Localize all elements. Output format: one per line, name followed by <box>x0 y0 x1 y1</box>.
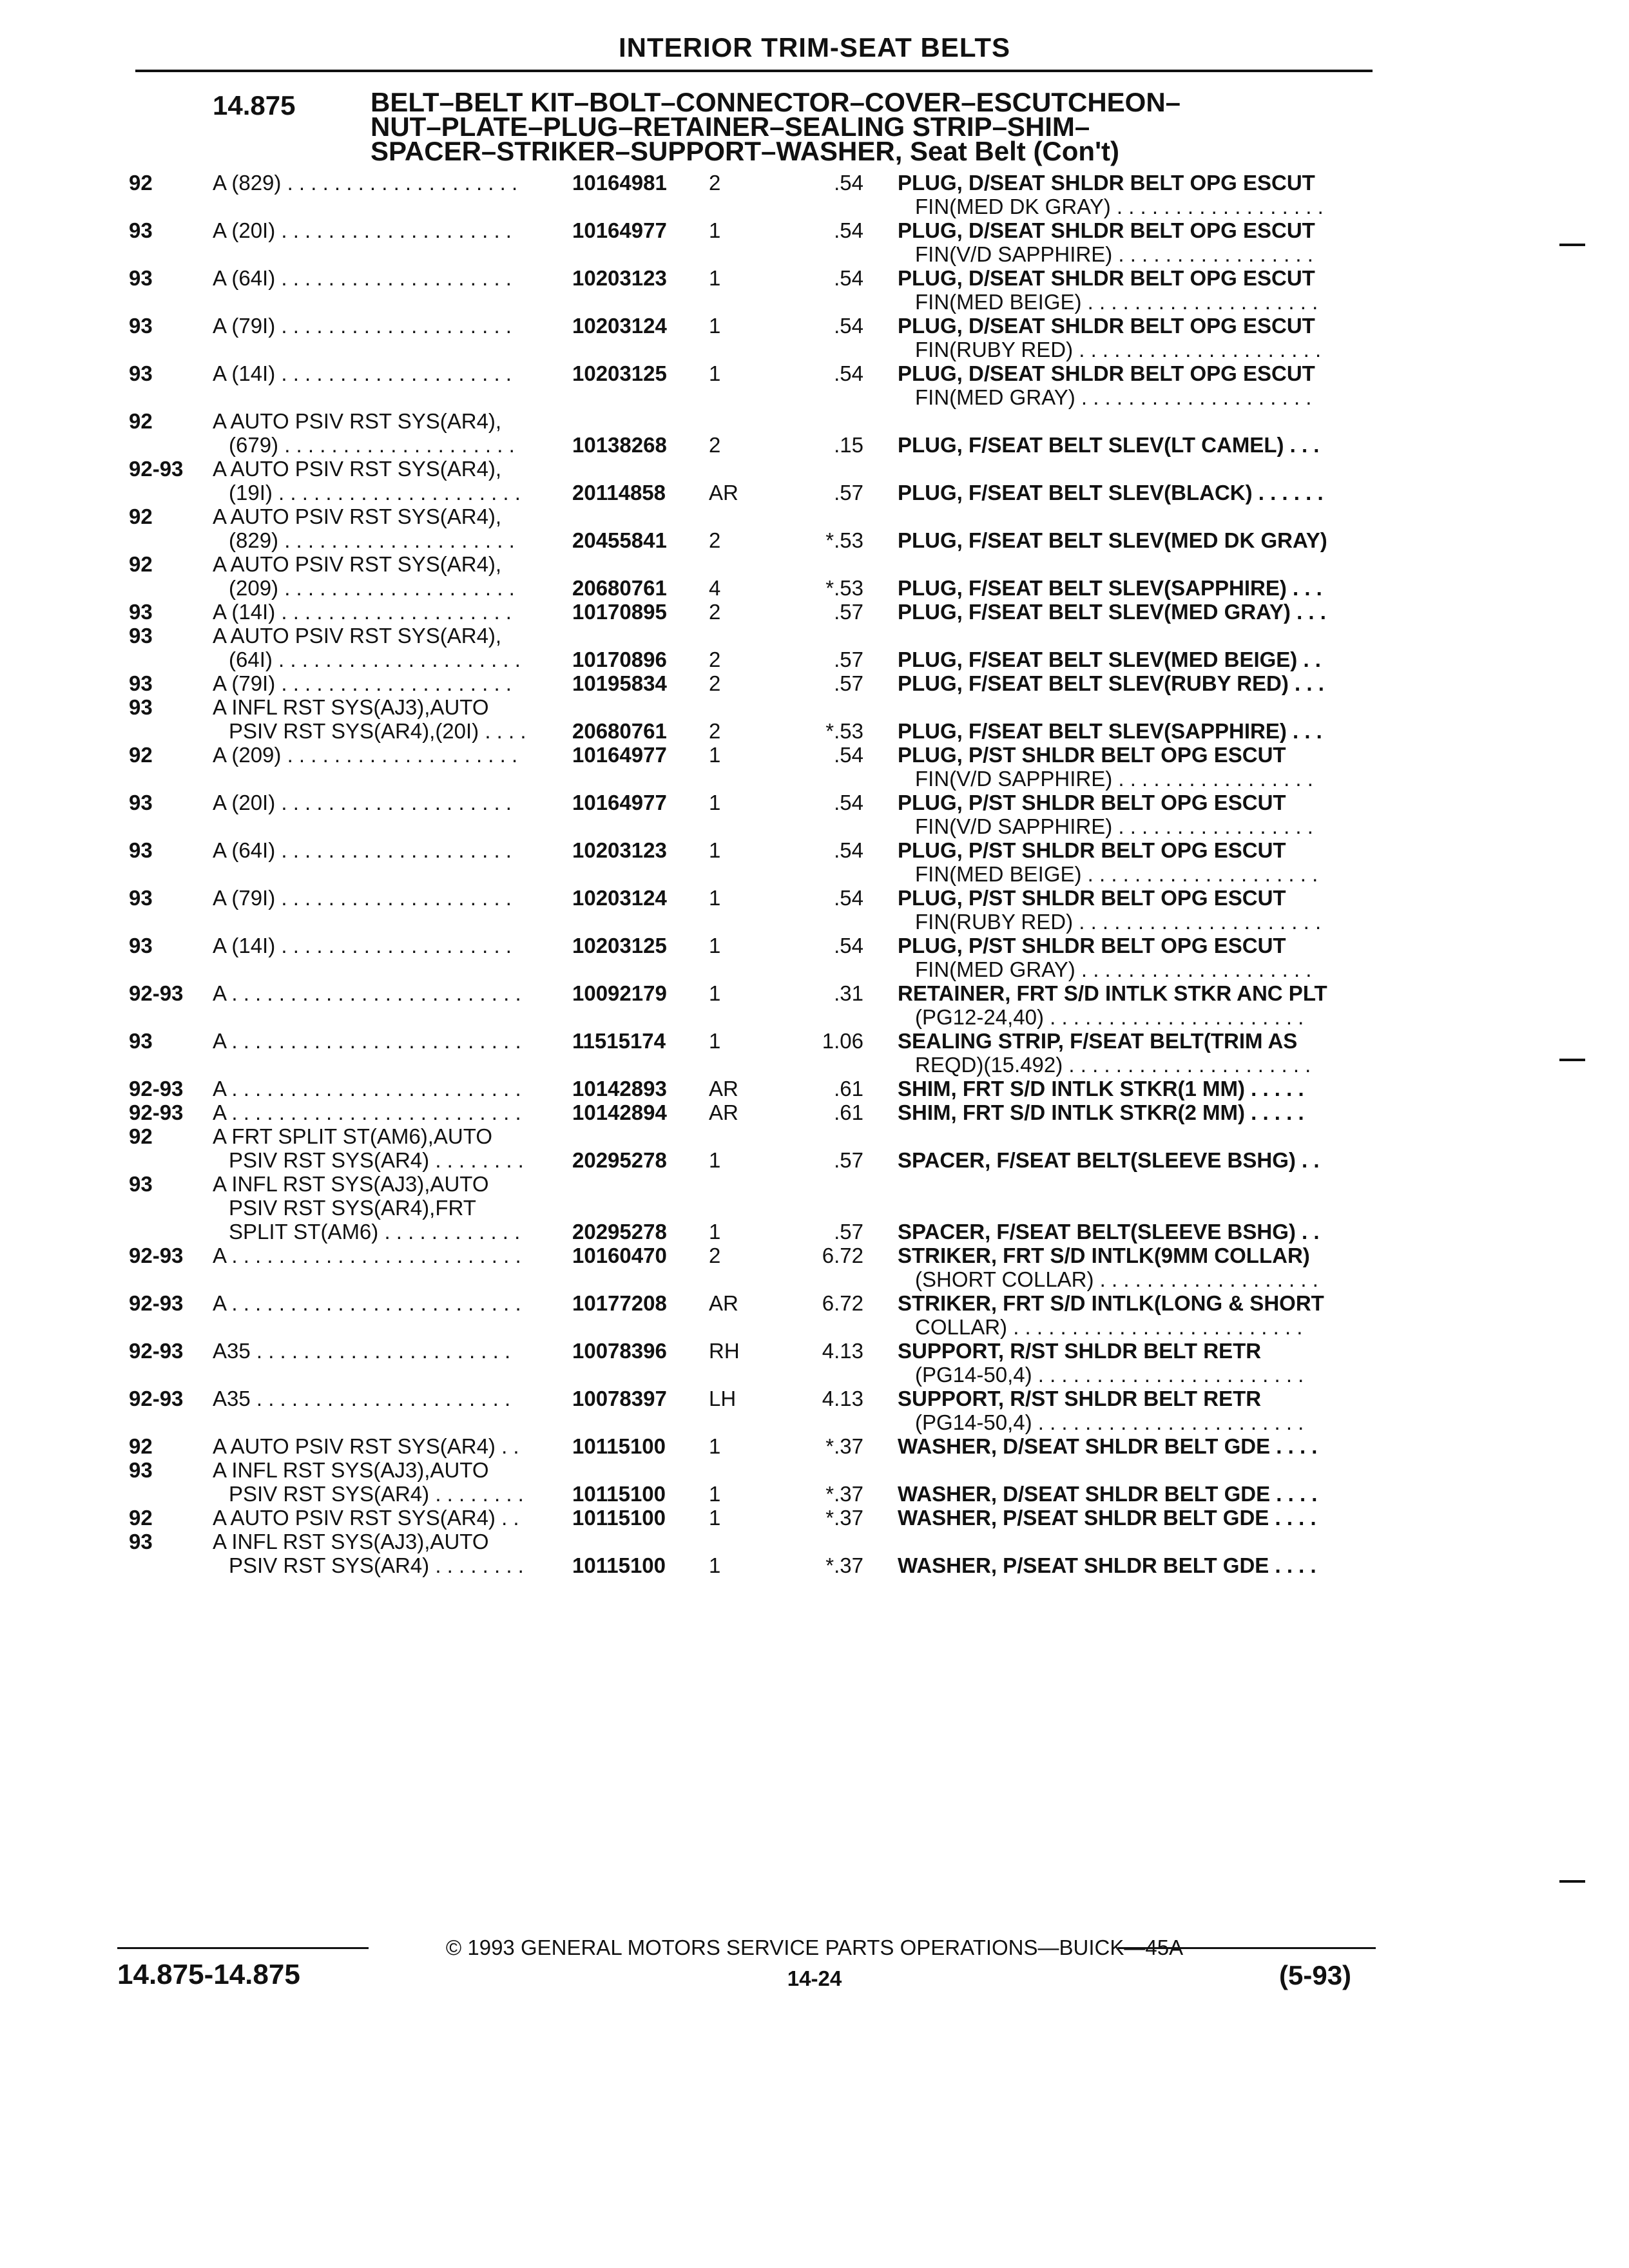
model-year: 93 <box>129 600 153 624</box>
parts-row <box>0 791 1629 838</box>
model-year: 92 <box>129 171 153 195</box>
parts-row <box>0 361 1629 409</box>
price: .54 <box>834 838 863 862</box>
parts-row <box>0 1172 1629 1244</box>
applicability-text: PSIV RST SYS(AR4) . . . . . . . . <box>229 1482 524 1506</box>
price: *.53 <box>825 576 863 600</box>
applicability-text: A . . . . . . . . . . . . . . . . . . . . . . . . . <box>213 1100 521 1124</box>
quantity: 1 <box>709 934 721 957</box>
applicability-text: A AUTO PSIV RST SYS(AR4), <box>213 505 502 528</box>
footer-copyright: © 1993 GENERAL MOTORS SERVICE PARTS OPERATIONS—BUICK—45A <box>445 1936 1184 1959</box>
price: .54 <box>834 314 863 338</box>
price: *.37 <box>825 1434 863 1458</box>
part-number: 10078397 <box>572 1387 667 1410</box>
part-description: FIN(V/D SAPPHIRE) . . . . . . . . . . . . . . . . . <box>915 767 1313 791</box>
footer-date: (5-93) <box>1279 1960 1352 1990</box>
parts-row <box>0 695 1629 743</box>
part-description: FIN(V/D SAPPHIRE) . . . . . . . . . . . . . . . . . <box>915 242 1313 266</box>
applicability-text: (679) . . . . . . . . . . . . . . . . . . . . <box>229 433 515 457</box>
applicability-text: A INFL RST SYS(AJ3),AUTO <box>213 1530 489 1553</box>
part-description: FIN(RUBY RED) . . . . . . . . . . . . . . . . . . . . . <box>915 910 1322 934</box>
parts-row <box>0 1530 1629 1577</box>
quantity: 2 <box>709 1244 721 1267</box>
quantity: 2 <box>709 671 721 695</box>
model-year: 93 <box>129 791 153 814</box>
quantity: 1 <box>709 266 721 290</box>
applicability-text: A INFL RST SYS(AJ3),AUTO <box>213 1458 489 1482</box>
model-year: 93 <box>129 266 153 290</box>
quantity: 1 <box>709 743 721 767</box>
parts-row <box>0 266 1629 314</box>
margin-mark <box>1559 244 1585 246</box>
price: 6.72 <box>822 1244 863 1267</box>
part-description: PLUG, F/SEAT BELT SLEV(RUBY RED) . . . <box>898 671 1324 695</box>
part-description: PLUG, P/ST SHLDR BELT OPG ESCUT <box>898 791 1286 814</box>
part-number: 10203123 <box>572 838 667 862</box>
part-number: 10203125 <box>572 934 667 957</box>
quantity: 2 <box>709 433 721 457</box>
applicability-text: A . . . . . . . . . . . . . . . . . . . . . . . . . <box>213 1244 521 1267</box>
part-description: (PG12-24,40) . . . . . . . . . . . . . . . . . . . . . . <box>915 1005 1304 1029</box>
model-year: 93 <box>129 695 153 719</box>
model-year: 93 <box>129 886 153 910</box>
applicability-text: A AUTO PSIV RST SYS(AR4), <box>213 409 502 433</box>
quantity: 1 <box>709 1220 721 1244</box>
part-description: SUPPORT, R/ST SHLDR BELT RETR <box>898 1387 1262 1410</box>
applicability-text: PSIV RST SYS(AR4),FRT <box>229 1196 476 1220</box>
price: .54 <box>834 218 863 242</box>
part-description: FIN(MED DK GRAY) . . . . . . . . . . . . . . . . . . <box>915 195 1324 218</box>
quantity: 2 <box>709 171 721 195</box>
part-description: SEALING STRIP, F/SEAT BELT(TRIM AS <box>898 1029 1298 1053</box>
parts-row <box>0 314 1629 361</box>
model-year: 92-93 <box>129 1244 184 1267</box>
quantity: 2 <box>709 600 721 624</box>
model-year: 93 <box>129 934 153 957</box>
quantity: 1 <box>709 981 721 1005</box>
part-number: 10160470 <box>572 1244 667 1267</box>
part-description: (SHORT COLLAR) . . . . . . . . . . . . . . . . . . . <box>915 1267 1318 1291</box>
model-year: 93 <box>129 314 153 338</box>
parts-row <box>0 171 1629 218</box>
price: .57 <box>834 600 863 624</box>
applicability-text: (209) . . . . . . . . . . . . . . . . . . . . <box>229 576 515 600</box>
applicability-text: (64I) . . . . . . . . . . . . . . . . . . . . . <box>229 648 521 671</box>
price: .57 <box>834 481 863 505</box>
applicability-text: A (64I) . . . . . . . . . . . . . . . . . . . . <box>213 838 512 862</box>
quantity: 1 <box>709 218 721 242</box>
quantity: 2 <box>709 719 721 743</box>
quantity: 1 <box>709 886 721 910</box>
parts-row <box>0 1124 1629 1172</box>
quantity: 2 <box>709 528 721 552</box>
margin-mark <box>1559 1880 1585 1883</box>
price: 4.13 <box>822 1387 863 1410</box>
part-description: PLUG, F/SEAT BELT SLEV(SAPPHIRE) . . . <box>898 576 1322 600</box>
applicability-text: PSIV RST SYS(AR4) . . . . . . . . <box>229 1148 524 1172</box>
parts-row <box>0 1244 1629 1291</box>
model-year: 93 <box>129 624 153 648</box>
applicability-text: A (14I) . . . . . . . . . . . . . . . . . . . . <box>213 934 512 957</box>
part-number: 11515174 <box>572 1029 666 1053</box>
price: .54 <box>834 171 863 195</box>
quantity: AR <box>709 1077 738 1100</box>
part-description: FIN(MED GRAY) . . . . . . . . . . . . . . . . . . . . <box>915 385 1312 409</box>
quantity: AR <box>709 1100 738 1124</box>
part-description: SPACER, F/SEAT BELT(SLEEVE BSHG) . . <box>898 1148 1320 1172</box>
model-year: 92-93 <box>129 1339 184 1363</box>
section-title: BELT–BELT KIT–BOLT–CONNECTOR–COVER–ESCUTCHEON– NUT–PLATE–PLUG–RETAINER–SEALING STRIP–SHIM– SPACER–STRIKER–SUPPORT–WASHER, Seat Belt (Con't) <box>371 87 1181 166</box>
parts-row <box>0 1077 1629 1100</box>
part-description: PLUG, P/ST SHLDR BELT OPG ESCUT <box>898 743 1286 767</box>
applicability-text: A AUTO PSIV RST SYS(AR4) . . <box>213 1434 519 1458</box>
section-number: 14.875 <box>213 90 296 120</box>
applicability-text: A (14I) . . . . . . . . . . . . . . . . . . . . <box>213 361 512 385</box>
price: 4.13 <box>822 1339 863 1363</box>
model-year: 92 <box>129 552 153 576</box>
model-year: 93 <box>129 1172 153 1196</box>
quantity: RH <box>709 1339 740 1363</box>
part-description: WASHER, P/SEAT SHLDR BELT GDE . . . . <box>898 1506 1316 1530</box>
header-rule <box>135 70 1373 72</box>
applicability-text: A AUTO PSIV RST SYS(AR4), <box>213 624 502 648</box>
part-description: PLUG, F/SEAT BELT SLEV(BLACK) . . . . . . <box>898 481 1324 505</box>
price: .57 <box>834 648 863 671</box>
part-description: FIN(MED BEIGE) . . . . . . . . . . . . . . . . . . . . <box>915 862 1318 886</box>
quantity: 1 <box>709 1434 721 1458</box>
parts-row <box>0 1029 1629 1077</box>
applicability-text: (829) . . . . . . . . . . . . . . . . . . . . <box>229 528 515 552</box>
part-description: PLUG, D/SEAT SHLDR BELT OPG ESCUT <box>898 314 1315 338</box>
price: .54 <box>834 886 863 910</box>
model-year: 93 <box>129 1458 153 1482</box>
part-description: PLUG, P/ST SHLDR BELT OPG ESCUT <box>898 934 1286 957</box>
price: *.53 <box>825 528 863 552</box>
parts-row <box>0 1506 1629 1530</box>
price: .57 <box>834 1220 863 1244</box>
applicability-text: A (79I) . . . . . . . . . . . . . . . . . . . . <box>213 314 512 338</box>
parts-row <box>0 457 1629 505</box>
parts-row <box>0 600 1629 624</box>
part-description: (PG14-50,4) . . . . . . . . . . . . . . . . . . . . . . . <box>915 1363 1304 1387</box>
part-number: 10203124 <box>572 886 667 910</box>
model-year: 92 <box>129 409 153 433</box>
applicability-text: A (20I) . . . . . . . . . . . . . . . . . . . . <box>213 791 512 814</box>
parts-row <box>0 1387 1629 1434</box>
parts-row <box>0 671 1629 695</box>
parts-row <box>0 838 1629 886</box>
model-year: 92-93 <box>129 1077 184 1100</box>
parts-row <box>0 1100 1629 1124</box>
applicability-text: A (64I) . . . . . . . . . . . . . . . . . . . . <box>213 266 512 290</box>
part-description: PLUG, D/SEAT SHLDR BELT OPG ESCUT <box>898 361 1315 385</box>
quantity: 1 <box>709 1553 721 1577</box>
part-description: REQD)(15.492) . . . . . . . . . . . . . . . . . . . . . <box>915 1053 1311 1077</box>
part-description: PLUG, P/ST SHLDR BELT OPG ESCUT <box>898 886 1286 910</box>
part-description: WASHER, D/SEAT SHLDR BELT GDE . . . . <box>898 1434 1318 1458</box>
part-number: 20295278 <box>572 1220 667 1244</box>
part-description: FIN(MED BEIGE) . . . . . . . . . . . . . . . . . . . . <box>915 290 1318 314</box>
part-number: 10170896 <box>572 648 667 671</box>
price: .54 <box>834 361 863 385</box>
price: 6.72 <box>822 1291 863 1315</box>
price: *.37 <box>825 1553 863 1577</box>
parts-row <box>0 1339 1629 1387</box>
part-number: 20680761 <box>572 576 667 600</box>
applicability-text: A AUTO PSIV RST SYS(AR4), <box>213 552 502 576</box>
part-description: PLUG, F/SEAT BELT SLEV(LT CAMEL) . . . <box>898 433 1320 457</box>
model-year: 92-93 <box>129 1100 184 1124</box>
quantity: 1 <box>709 791 721 814</box>
part-description: (PG14-50,4) . . . . . . . . . . . . . . . . . . . . . . . <box>915 1410 1304 1434</box>
part-description: PLUG, F/SEAT BELT SLEV(SAPPHIRE) . . . <box>898 719 1322 743</box>
quantity: 1 <box>709 1506 721 1530</box>
quantity: 1 <box>709 1029 721 1053</box>
part-number: 10170895 <box>572 600 667 624</box>
page-header-title: INTERIOR TRIM-SEAT BELTS <box>618 32 1011 62</box>
part-description: STRIKER, FRT S/D INTLK(LONG & SHORT <box>898 1291 1324 1315</box>
part-description: SUPPORT, R/ST SHLDR BELT RETR <box>898 1339 1262 1363</box>
part-description: SPACER, F/SEAT BELT(SLEEVE BSHG) . . <box>898 1220 1320 1244</box>
quantity: 1 <box>709 838 721 862</box>
parts-row <box>0 1291 1629 1339</box>
applicability-text: A INFL RST SYS(AJ3),AUTO <box>213 1172 489 1196</box>
model-year: 93 <box>129 838 153 862</box>
price: .54 <box>834 791 863 814</box>
part-number: 10115100 <box>572 1434 666 1458</box>
model-year: 92-93 <box>129 457 184 481</box>
price: .54 <box>834 743 863 767</box>
part-description: SHIM, FRT S/D INTLK STKR(2 MM) . . . . . <box>898 1100 1304 1124</box>
applicability-text: PSIV RST SYS(AR4),(20I) . . . . <box>229 719 526 743</box>
part-number: 10092179 <box>572 981 667 1005</box>
part-number: 10115100 <box>572 1553 666 1577</box>
model-year: 92-93 <box>129 981 184 1005</box>
part-number: 10138268 <box>572 433 667 457</box>
part-number: 10164981 <box>572 171 667 195</box>
quantity: 1 <box>709 1482 721 1506</box>
model-year: 92 <box>129 1434 153 1458</box>
part-number: 20455841 <box>572 528 667 552</box>
quantity: AR <box>709 481 738 505</box>
part-description: PLUG, F/SEAT BELT SLEV(MED DK GRAY) <box>898 528 1327 552</box>
model-year: 92 <box>129 505 153 528</box>
parts-row <box>0 743 1629 791</box>
model-year: 93 <box>129 1530 153 1553</box>
parts-row <box>0 934 1629 981</box>
part-number: 10115100 <box>572 1506 666 1530</box>
parts-row <box>0 1458 1629 1506</box>
applicability-text: SPLIT ST(AM6) . . . . . . . . . . . . <box>229 1220 521 1244</box>
model-year: 92-93 <box>129 1291 184 1315</box>
model-year: 92 <box>129 1124 153 1148</box>
part-description: WASHER, D/SEAT SHLDR BELT GDE . . . . <box>898 1482 1318 1506</box>
price: .54 <box>834 266 863 290</box>
parts-row <box>0 886 1629 934</box>
applicability-text: A . . . . . . . . . . . . . . . . . . . . . . . . . <box>213 1291 521 1315</box>
applicability-text: A (79I) . . . . . . . . . . . . . . . . . . . . <box>213 886 512 910</box>
part-description: PLUG, F/SEAT BELT SLEV(MED BEIGE) . . <box>898 648 1321 671</box>
applicability-text: A . . . . . . . . . . . . . . . . . . . . . . . . . <box>213 981 521 1005</box>
part-description: FIN(RUBY RED) . . . . . . . . . . . . . . . . . . . . . <box>915 338 1322 361</box>
applicability-text: A . . . . . . . . . . . . . . . . . . . . . . . . . <box>213 1029 521 1053</box>
part-description: RETAINER, FRT S/D INTLK STKR ANC PLT <box>898 981 1327 1005</box>
part-description: COLLAR) . . . . . . . . . . . . . . . . . . . . . . . . . <box>915 1315 1303 1339</box>
applicability-text: A . . . . . . . . . . . . . . . . . . . . . . . . . <box>213 1077 521 1100</box>
part-number: 10164977 <box>572 218 667 242</box>
applicability-text: A (20I) . . . . . . . . . . . . . . . . . . . . <box>213 218 512 242</box>
price: .31 <box>834 981 863 1005</box>
footer-page-number: 14-24 <box>787 1966 842 1990</box>
part-description: FIN(V/D SAPPHIRE) . . . . . . . . . . . . . . . . . <box>915 814 1313 838</box>
price: .57 <box>834 671 863 695</box>
applicability-text: A (14I) . . . . . . . . . . . . . . . . . . . . <box>213 600 512 624</box>
applicability-text: A (79I) . . . . . . . . . . . . . . . . . . . . <box>213 671 512 695</box>
part-number: 10164977 <box>572 791 667 814</box>
applicability-text: PSIV RST SYS(AR4) . . . . . . . . <box>229 1553 524 1577</box>
part-description: PLUG, D/SEAT SHLDR BELT OPG ESCUT <box>898 266 1315 290</box>
quantity: 2 <box>709 648 721 671</box>
quantity: AR <box>709 1291 738 1315</box>
part-number: 10203124 <box>572 314 667 338</box>
model-year: 93 <box>129 1029 153 1053</box>
part-number: 10142893 <box>572 1077 667 1100</box>
model-year: 92 <box>129 1506 153 1530</box>
price: 1.06 <box>822 1029 863 1053</box>
applicability-text: A (209) . . . . . . . . . . . . . . . . . . . . <box>213 743 518 767</box>
footer-section-range: 14.875-14.875 <box>117 1959 300 1990</box>
price: *.53 <box>825 719 863 743</box>
price: .61 <box>834 1077 863 1100</box>
model-year: 92-93 <box>129 1387 184 1410</box>
parts-row <box>0 218 1629 266</box>
applicability-text: A (829) . . . . . . . . . . . . . . . . . . . . <box>213 171 518 195</box>
part-number: 10177208 <box>572 1291 667 1315</box>
price: .61 <box>834 1100 863 1124</box>
part-description: PLUG, D/SEAT SHLDR BELT OPG ESCUT <box>898 218 1315 242</box>
part-description: FIN(MED GRAY) . . . . . . . . . . . . . . . . . . . . <box>915 957 1312 981</box>
applicability-text: A35 . . . . . . . . . . . . . . . . . . . . . . <box>213 1387 511 1410</box>
quantity: LH <box>709 1387 737 1410</box>
part-description: STRIKER, FRT S/D INTLK(9MM COLLAR) <box>898 1244 1310 1267</box>
applicability-text: (19I) . . . . . . . . . . . . . . . . . . . . . <box>229 481 521 505</box>
parts-row <box>0 624 1629 671</box>
part-number: 10203125 <box>572 361 667 385</box>
part-number: 10078396 <box>572 1339 667 1363</box>
quantity: 1 <box>709 1148 721 1172</box>
part-number: 20295278 <box>572 1148 667 1172</box>
parts-row <box>0 552 1629 600</box>
quantity: 4 <box>709 576 721 600</box>
quantity: 1 <box>709 361 721 385</box>
part-description: PLUG, F/SEAT BELT SLEV(MED GRAY) . . . <box>898 600 1326 624</box>
part-number: 10195834 <box>572 671 667 695</box>
applicability-text: A35 . . . . . . . . . . . . . . . . . . . . . . <box>213 1339 511 1363</box>
applicability-text: A AUTO PSIV RST SYS(AR4), <box>213 457 502 481</box>
model-year: 92 <box>129 743 153 767</box>
part-description: PLUG, P/ST SHLDR BELT OPG ESCUT <box>898 838 1286 862</box>
part-number: 10142894 <box>572 1100 667 1124</box>
parts-row <box>0 505 1629 552</box>
margin-mark <box>1559 1059 1585 1061</box>
part-number: 10164977 <box>572 743 667 767</box>
price: *.37 <box>825 1506 863 1530</box>
price: .57 <box>834 1148 863 1172</box>
price: *.37 <box>825 1482 863 1506</box>
parts-row <box>0 981 1629 1029</box>
part-number: 20114858 <box>572 481 666 505</box>
part-number: 20680761 <box>572 719 667 743</box>
applicability-text: A INFL RST SYS(AJ3),AUTO <box>213 695 489 719</box>
model-year: 93 <box>129 671 153 695</box>
part-number: 10203123 <box>572 266 667 290</box>
price: .54 <box>834 934 863 957</box>
applicability-text: A AUTO PSIV RST SYS(AR4) . . <box>213 1506 519 1530</box>
part-number: 10115100 <box>572 1482 666 1506</box>
model-year: 93 <box>129 361 153 385</box>
parts-row <box>0 409 1629 457</box>
price: .15 <box>834 433 863 457</box>
part-description: PLUG, D/SEAT SHLDR BELT OPG ESCUT <box>898 171 1315 195</box>
part-description: WASHER, P/SEAT SHLDR BELT GDE . . . . <box>898 1553 1316 1577</box>
quantity: 1 <box>709 314 721 338</box>
model-year: 93 <box>129 218 153 242</box>
applicability-text: A FRT SPLIT ST(AM6),AUTO <box>213 1124 492 1148</box>
part-description: SHIM, FRT S/D INTLK STKR(1 MM) . . . . . <box>898 1077 1304 1100</box>
parts-row <box>0 1434 1629 1458</box>
